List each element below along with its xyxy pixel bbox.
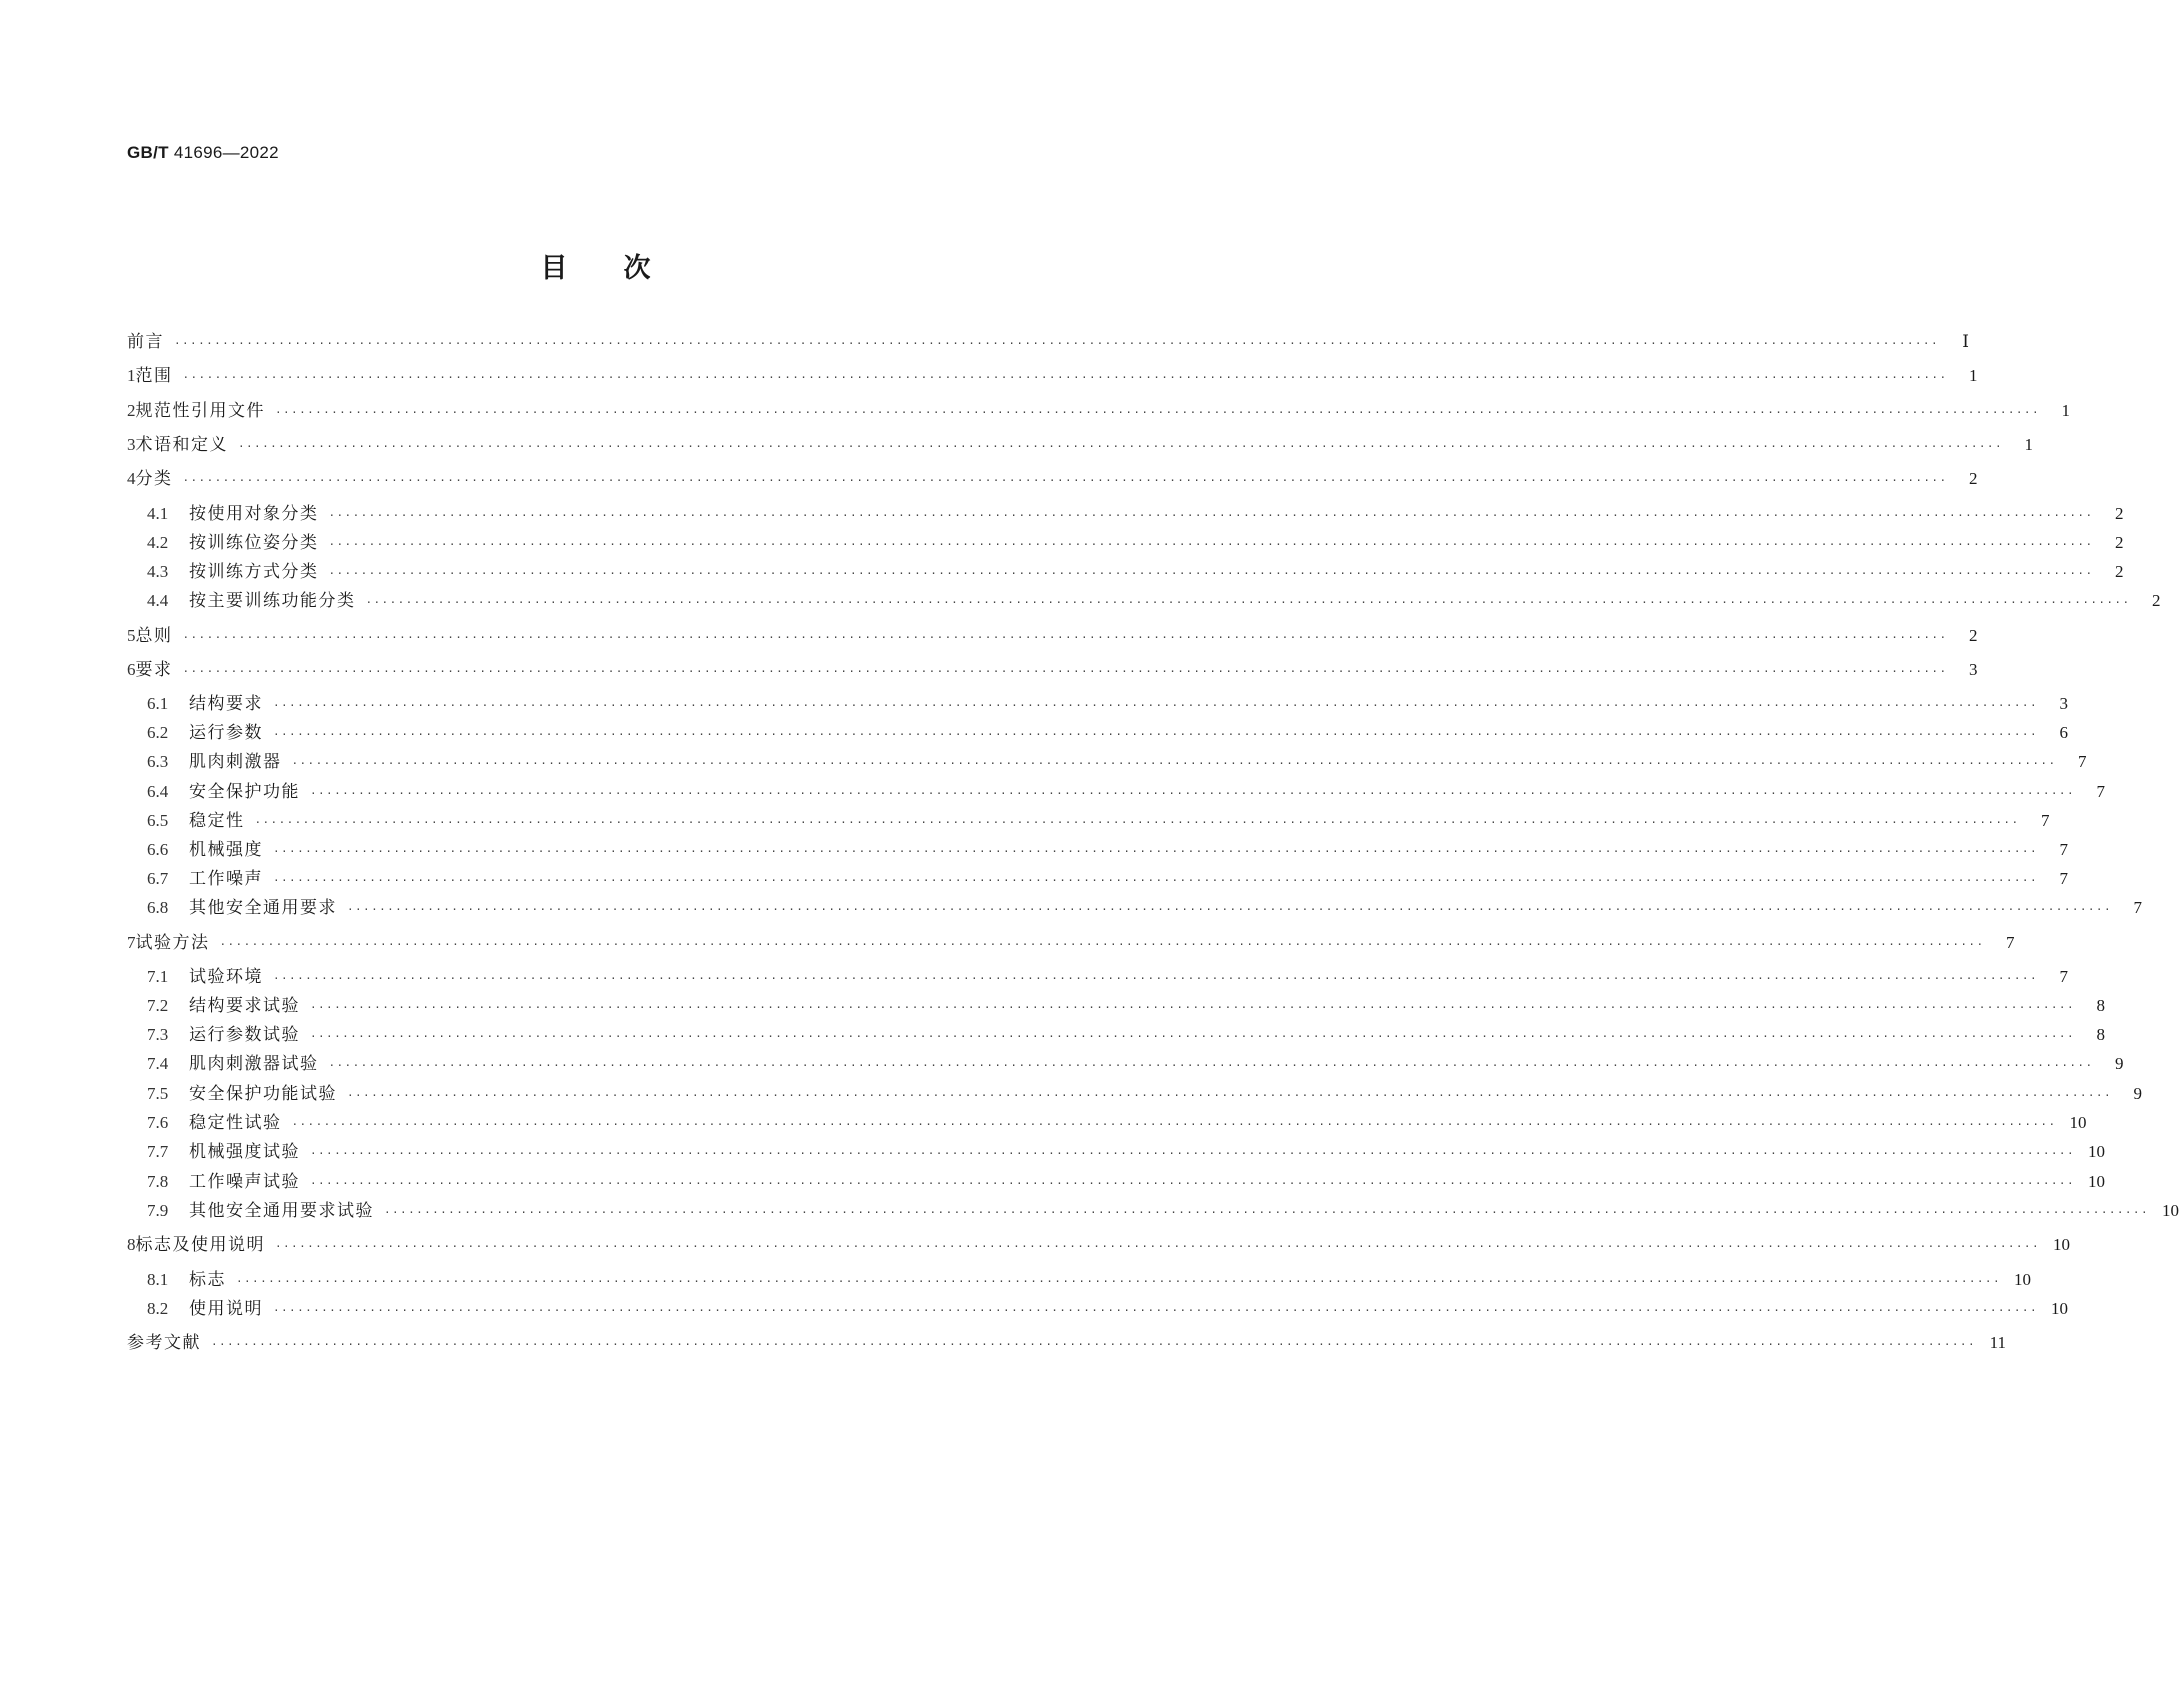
toc-entry-page: 1 bbox=[2061, 401, 2070, 420]
toc-entry-number: 6.3 bbox=[147, 752, 169, 771]
toc-entry-title: 按使用对象分类 bbox=[189, 504, 319, 524]
toc-entry-number: 6.2 bbox=[147, 723, 169, 742]
toc-entry-title: 机械强度试验 bbox=[189, 1142, 300, 1162]
toc-entry[interactable] bbox=[127, 589, 2161, 613]
toc-entry-title: 机械强度 bbox=[189, 840, 263, 860]
document-code bbox=[127, 143, 279, 163]
toc-entry-title: 总则 bbox=[135, 626, 173, 646]
toc-entry-number: 7 bbox=[127, 933, 136, 952]
toc-entry-title: 安全保护功能试验 bbox=[189, 1084, 337, 1104]
toc-entry-page: 7 bbox=[2040, 811, 2050, 830]
toc-entry[interactable] bbox=[127, 624, 1978, 648]
toc-dot-leader: ···························································································································································································································· bbox=[291, 1118, 2057, 1131]
toc-dot-leader: ···························································································································································································································· bbox=[384, 1206, 2149, 1219]
toc-dot-leader: ···························································································································································································································· bbox=[182, 371, 1948, 384]
toc-dot-leader: ···························································································································································································································· bbox=[328, 509, 2094, 522]
toc-entry[interactable] bbox=[127, 994, 2105, 1018]
toc-dot-leader: ···························································································································································································································· bbox=[273, 874, 2038, 887]
toc-entry-title: 试验环境 bbox=[189, 967, 263, 987]
toc-entry-page: 3 bbox=[2059, 694, 2068, 713]
standard-prefix: GB/T bbox=[127, 143, 169, 162]
toc-entry[interactable] bbox=[127, 433, 2033, 457]
toc-entry-page: 7 bbox=[2059, 967, 2068, 986]
toc-dot-leader: ···························································································································································································································· bbox=[347, 1089, 2112, 1102]
toc-entry-page: 8 bbox=[2096, 996, 2105, 1015]
toc-entry-title: 按训练位姿分类 bbox=[189, 533, 319, 553]
toc-entry-page: 2 bbox=[2114, 533, 2124, 552]
toc-entry-number: 4.3 bbox=[147, 562, 169, 581]
toc-entry[interactable] bbox=[127, 1199, 2179, 1223]
toc-entry-number: 3 bbox=[127, 435, 136, 454]
toc-dot-leader: ···························································································································································································································· bbox=[347, 903, 2112, 916]
toc-entry-page: 3 bbox=[1968, 660, 1978, 679]
toc-entry-page: 1 bbox=[1968, 366, 1978, 385]
toc-entry[interactable] bbox=[127, 531, 2124, 555]
toc-entry-page: 2 bbox=[2151, 591, 2161, 610]
toc-entry-number: 7.6 bbox=[147, 1113, 169, 1132]
toc-entry[interactable] bbox=[127, 560, 2124, 584]
toc-entry-number: 7.8 bbox=[147, 1172, 169, 1191]
toc-entry-page: 7 bbox=[2133, 898, 2142, 917]
toc-entry-title: 标志 bbox=[189, 1270, 226, 1290]
toc-dot-leader: ···························································································································································································································· bbox=[291, 757, 2057, 770]
toc-entry-number: 1 bbox=[127, 366, 136, 385]
toc-entry-page: 2 bbox=[1968, 626, 1978, 645]
toc-entry[interactable] bbox=[127, 780, 2105, 804]
toc-entry[interactable] bbox=[127, 1082, 2142, 1106]
toc-dot-leader: ···························································································································································································································· bbox=[174, 337, 1939, 350]
toc-entry-title: 试验方法 bbox=[135, 933, 210, 953]
toc-dot-leader: ···························································································································································································································· bbox=[254, 816, 2020, 829]
toc-entry[interactable] bbox=[127, 399, 2070, 423]
toc-entry-number: 4.4 bbox=[147, 591, 169, 610]
toc-dot-leader: ···························································································································································································································· bbox=[310, 1030, 2075, 1043]
toc-entry-page: 10 bbox=[2052, 1235, 2070, 1254]
toc-entry-number: 2 bbox=[127, 401, 136, 420]
toc-dot-leader: ···························································································································································································································· bbox=[182, 474, 1948, 487]
toc-entry-page: 10 bbox=[2161, 1201, 2179, 1220]
toc-entry[interactable] bbox=[127, 931, 2015, 955]
toc-entry-page: 2 bbox=[2114, 504, 2124, 523]
toc-entry-title: 安全保护功能 bbox=[189, 782, 300, 802]
toc-entry-number: 8.2 bbox=[147, 1299, 169, 1318]
toc-entry-title: 结构要求试验 bbox=[189, 996, 300, 1016]
toc-dot-leader: ···························································································································································································································· bbox=[273, 972, 2038, 985]
toc-entry-number: 7.7 bbox=[147, 1142, 169, 1161]
toc-entry-page: 10 bbox=[2087, 1172, 2105, 1191]
standard-number: 41696—2022 bbox=[173, 143, 279, 162]
toc-entry-title: 工作噪声 bbox=[189, 869, 263, 889]
toc-entry-title: 参考文献 bbox=[127, 1333, 201, 1353]
toc-entry-title: 运行参数试验 bbox=[189, 1025, 300, 1045]
toc-entry-title: 肌肉刺激器试验 bbox=[189, 1054, 319, 1074]
toc-entry-page: 11 bbox=[1989, 1333, 2006, 1352]
toc-entry-title: 术语和定义 bbox=[135, 435, 228, 455]
toc-entry-title: 范围 bbox=[135, 366, 173, 386]
toc-entry-title: 运行参数 bbox=[189, 723, 263, 743]
toc-entry-page: Ⅰ bbox=[1962, 332, 1969, 351]
toc-entry-number: 7.9 bbox=[147, 1201, 169, 1220]
toc-dot-leader: ···························································································································································································································· bbox=[310, 1147, 2075, 1160]
toc-dot-leader: ···························································································································································································································· bbox=[219, 938, 1985, 951]
toc-entry-page: 8 bbox=[2096, 1025, 2105, 1044]
toc-dot-leader: ···························································································································································································································· bbox=[273, 728, 2038, 741]
toc-entry-title: 规范性引用文件 bbox=[135, 401, 265, 421]
toc-entry-title: 使用说明 bbox=[189, 1299, 263, 1319]
toc-entry-title: 前言 bbox=[127, 332, 164, 352]
toc-dot-leader: ···························································································································································································································· bbox=[236, 1275, 2001, 1288]
toc-entry-number: 4.2 bbox=[147, 533, 169, 552]
toc-entry-title: 稳定性 bbox=[189, 811, 245, 831]
toc-entry[interactable] bbox=[127, 750, 2087, 774]
toc-entry[interactable] bbox=[127, 467, 1978, 491]
toc-entry[interactable] bbox=[127, 1233, 2070, 1257]
toc-entry-title: 分类 bbox=[135, 469, 173, 489]
toc-entry-page: 7 bbox=[2077, 752, 2087, 771]
toc-entry-title: 工作噪声试验 bbox=[189, 1172, 300, 1192]
toc-dot-leader: ···························································································································································································································· bbox=[328, 1059, 2094, 1072]
toc-entry[interactable] bbox=[127, 1297, 2068, 1321]
toc-entry-title: 肌肉刺激器 bbox=[189, 752, 282, 772]
toc-dot-leader: ···························································································································································································································· bbox=[310, 1177, 2075, 1190]
toc-entry[interactable] bbox=[127, 1140, 2105, 1164]
toc-entry-page: 1 bbox=[2024, 435, 2033, 454]
toc-entry[interactable] bbox=[127, 330, 1969, 354]
toc-entry-title: 其他安全通用要求 bbox=[189, 898, 337, 918]
toc-entry-number: 7.5 bbox=[147, 1084, 169, 1103]
toc-entry-page: 7 bbox=[2059, 869, 2068, 888]
toc-entry[interactable] bbox=[127, 1111, 2087, 1135]
toc-entry-page: 2 bbox=[2114, 562, 2124, 581]
toc-dot-leader: ···························································································································································································································· bbox=[310, 787, 2075, 800]
toc-entry-number: 7.4 bbox=[147, 1054, 169, 1073]
toc-dot-leader: ···························································································································································································································· bbox=[211, 1338, 1976, 1351]
toc-dot-leader: ···························································································································································································································· bbox=[273, 699, 2038, 712]
toc-entry-title: 按训练方式分类 bbox=[189, 562, 319, 582]
toc-entry-title: 稳定性试验 bbox=[189, 1113, 282, 1133]
toc-entry[interactable] bbox=[127, 1052, 2124, 1076]
toc-entry-number: 5 bbox=[127, 626, 136, 645]
toc-entry[interactable] bbox=[127, 965, 2068, 989]
toc-entry-page: 7 bbox=[2096, 782, 2105, 801]
toc-entry-number: 8.1 bbox=[147, 1270, 169, 1289]
toc-entry-page: 9 bbox=[2114, 1054, 2124, 1073]
toc-entry-number: 7.3 bbox=[147, 1025, 169, 1044]
toc-dot-leader: ···························································································································································································································· bbox=[238, 440, 2003, 453]
toc-entry-title: 标志及使用说明 bbox=[135, 1235, 265, 1255]
toc-entry-title: 要求 bbox=[135, 660, 173, 680]
toc-entry[interactable] bbox=[127, 896, 2142, 920]
toc-entry[interactable] bbox=[127, 721, 2068, 745]
toc-entry-page: 2 bbox=[1968, 469, 1978, 488]
toc-entry-number: 6.4 bbox=[147, 782, 169, 801]
toc-entry[interactable] bbox=[127, 502, 2124, 526]
toc-dot-leader: ···························································································································································································································· bbox=[328, 538, 2094, 551]
toc-entry-number: 6.8 bbox=[147, 898, 169, 917]
toc-dot-leader: ···························································································································································································································· bbox=[273, 845, 2038, 858]
toc-dot-leader: ···························································································································································································································· bbox=[310, 1001, 2075, 1014]
toc-entry-title: 按主要训练功能分类 bbox=[189, 591, 356, 611]
toc-dot-leader: ···························································································································································································································· bbox=[275, 406, 2040, 419]
toc-entry-number: 6.6 bbox=[147, 840, 169, 859]
toc-entry-page: 7 bbox=[2059, 840, 2068, 859]
toc-entry[interactable] bbox=[127, 364, 1978, 388]
toc-entry-number: 6 bbox=[127, 660, 136, 679]
toc-entry-page: 10 bbox=[2087, 1142, 2105, 1161]
toc-entry[interactable] bbox=[127, 1170, 2105, 1194]
toc-entry[interactable] bbox=[127, 692, 2068, 716]
toc-entry[interactable] bbox=[127, 1268, 2031, 1292]
toc-dot-leader: ···························································································································································································································· bbox=[182, 631, 1948, 644]
toc-entry-page: 10 bbox=[2069, 1113, 2087, 1132]
toc-entry[interactable] bbox=[127, 1331, 2006, 1355]
toc-entry-number: 6.1 bbox=[147, 694, 169, 713]
toc-title: 目次 bbox=[540, 253, 707, 284]
toc-entry-page: 10 bbox=[2013, 1270, 2031, 1289]
toc-entry-number: 7.2 bbox=[147, 996, 169, 1015]
toc-entry-number: 8 bbox=[127, 1235, 136, 1254]
toc-entry[interactable] bbox=[127, 838, 2068, 862]
toc-dot-leader: ···························································································································································································································· bbox=[365, 596, 2131, 609]
toc-entry-page: 9 bbox=[2133, 1084, 2142, 1103]
toc-entry-title: 结构要求 bbox=[189, 694, 263, 714]
toc-entry-title: 其他安全通用要求试验 bbox=[189, 1201, 374, 1221]
toc-entry-number: 4 bbox=[127, 469, 136, 488]
toc-entry-page: 6 bbox=[2059, 723, 2068, 742]
toc-entry[interactable] bbox=[127, 658, 1978, 682]
toc-entry-number: 7.1 bbox=[147, 967, 169, 986]
toc-dot-leader: ···························································································································································································································· bbox=[182, 665, 1948, 678]
toc-entry-number: 6.7 bbox=[147, 869, 169, 888]
toc-entry[interactable] bbox=[127, 867, 2068, 891]
toc-entry-number: 4.1 bbox=[147, 504, 169, 523]
toc-entry[interactable] bbox=[127, 809, 2050, 833]
toc-entry-number: 6.5 bbox=[147, 811, 169, 830]
toc-dot-leader: ···························································································································································································································· bbox=[273, 1304, 2038, 1317]
toc-dot-leader: ···························································································································································································································· bbox=[328, 567, 2094, 580]
toc-entry-page: 7 bbox=[2005, 933, 2015, 952]
toc-dot-leader: ···························································································································································································································· bbox=[275, 1240, 2040, 1253]
toc-entry[interactable] bbox=[127, 1023, 2105, 1047]
toc-entry-page: 10 bbox=[2050, 1299, 2068, 1318]
